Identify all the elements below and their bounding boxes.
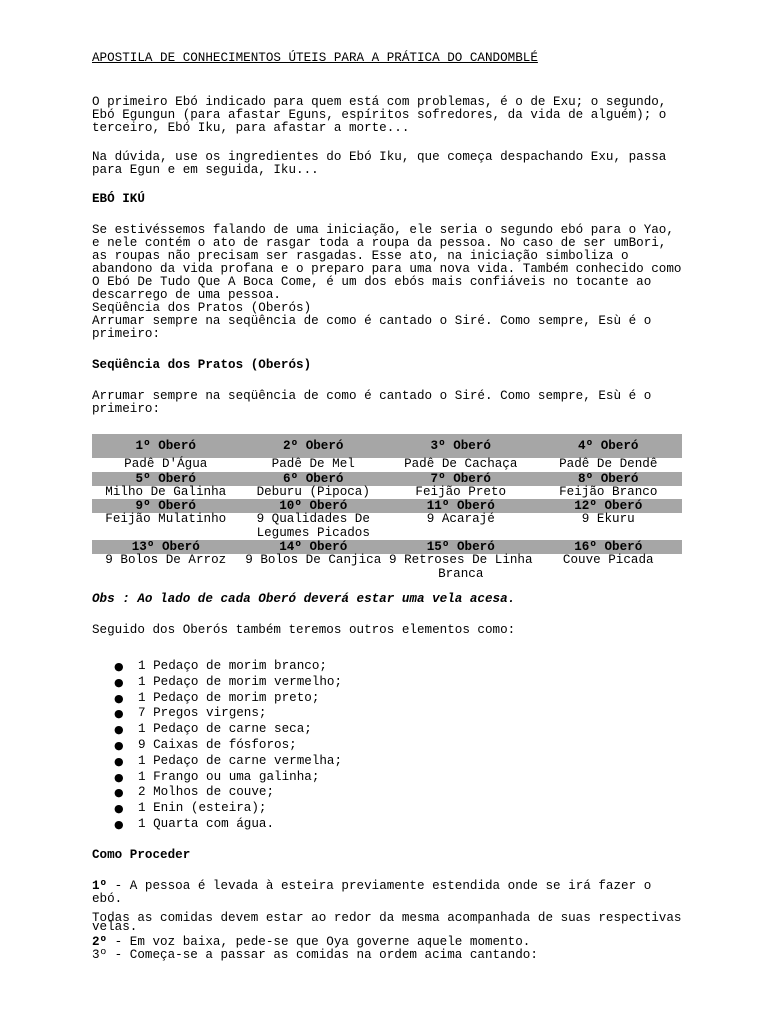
obero-header-cell: 6º Oberó xyxy=(240,472,388,486)
section-heading-como-proceder: Como Proceder xyxy=(92,847,191,862)
element-list-item xyxy=(92,754,688,770)
bullet-icon: ● xyxy=(114,738,124,752)
element-item-text: 1 Pedaço de morim branco; xyxy=(138,659,327,673)
section-heading-sequencia: Seqüência dos Pratos (Oberós) xyxy=(92,358,312,372)
intro-paragraph-2: Na dúvida, use os ingredientes do Ebó Iku, que começa despachando Exu, passa para Egun e em seguida, Iku... xyxy=(92,150,667,177)
step-1-continuation: Todas as comidas devem estar ao redor da mesma acompanhada de suas respectivas velas. xyxy=(92,910,682,934)
obero-header-cell: 8º Oberó xyxy=(535,472,683,486)
step-2-text: - Em voz baixa, pede-se que Oya governe aquele momento. xyxy=(107,934,531,949)
obero-header-cell: 16º Oberó xyxy=(535,540,683,554)
bullet-icon: ● xyxy=(114,786,124,800)
element-list-item xyxy=(92,817,688,833)
obero-dish-cell: Feijão Branco xyxy=(559,484,658,499)
step-1-number: 1º xyxy=(92,878,108,893)
obero-dish-cell: 9 Bolos De Canjica xyxy=(245,553,382,567)
step-2 xyxy=(92,936,688,949)
obero-header-cell: 11º Oberó xyxy=(387,499,535,513)
obero-dish-cell: Feijão Preto xyxy=(415,484,507,499)
element-list-item xyxy=(92,738,688,754)
oberos-header-row xyxy=(92,472,682,486)
obero-dish-cell: 9 Qualidades De Legumes Picados xyxy=(256,512,370,540)
step-1-text: - A pessoa é levada à esteira previamente estendida onde se irá fazer o ebó. xyxy=(92,878,652,906)
bullet-icon: ● xyxy=(114,802,124,816)
obero-header-cell: 4º Oberó xyxy=(535,434,683,458)
oberos-header-row xyxy=(92,540,682,554)
bullet-icon: ● xyxy=(114,770,124,784)
elements-list xyxy=(92,659,688,833)
obero-dish-cell: Padê D'Água xyxy=(124,457,208,471)
obero-dish-cell: Padê De Cachaça xyxy=(404,457,518,471)
obero-header-cell: 15º Oberó xyxy=(387,540,535,554)
oberos-table-body xyxy=(92,434,682,581)
obero-header-cell: 3º Oberó xyxy=(387,434,535,458)
element-list-item xyxy=(92,691,688,707)
obero-header-cell: 14º Oberó xyxy=(240,540,388,554)
bullet-icon: ● xyxy=(114,691,124,705)
obero-dish-cell: Milho De Galinha xyxy=(105,484,227,499)
oberos-value-row xyxy=(92,554,682,581)
obero-header-cell: 10º Oberó xyxy=(240,499,388,513)
oberos-header-row xyxy=(92,499,682,513)
element-list-item xyxy=(92,659,688,675)
bullet-icon: ● xyxy=(114,660,124,673)
section-heading-ebo-iku: EBÓ IKÚ xyxy=(92,192,145,206)
bullet-icon: ● xyxy=(114,675,124,689)
obero-header-cell: 9º Oberó xyxy=(92,499,240,513)
element-list-item xyxy=(92,770,688,786)
element-item-text: 1 Frango ou uma galinha; xyxy=(138,769,320,784)
document-page xyxy=(92,52,688,962)
obero-dish-cell: Padê De Mel xyxy=(271,457,355,471)
document-title: APOSTILA DE CONHECIMENTOS ÚTEIS PARA A PRÁTICA DO CANDOMBLÉ xyxy=(92,51,538,65)
obero-dish-cell: Deburu (Pipoca) xyxy=(256,484,370,499)
ebo-iku-order-text: Arrumar sempre na seqüência de como é cantado o Siré. Como sempre, Esù é o primeiro: xyxy=(92,314,652,341)
element-item-text: 1 Enin (esteira); xyxy=(138,801,267,816)
element-item-text: 7 Pregos virgens; xyxy=(138,706,267,721)
obero-dish-cell: 9 Retroses De Linha Branca xyxy=(388,553,533,581)
element-list-item xyxy=(92,785,688,801)
obero-header-cell: 7º Oberó xyxy=(387,472,535,486)
sequencia-paragraph: Arrumar sempre na seqüência de como é cantado o Siré. Como sempre, Esù é o primeiro: xyxy=(92,389,652,416)
oberos-value-row xyxy=(92,458,682,472)
obero-dish-cell: Couve Picada xyxy=(562,553,654,567)
oberos-value-row xyxy=(92,513,682,540)
step-1 xyxy=(92,880,688,906)
bullet-icon: ● xyxy=(114,817,124,831)
element-item-text: 1 Pedaço de carne seca; xyxy=(138,722,312,737)
element-item-text: 1 Pedaço de morim vermelho; xyxy=(138,674,343,689)
obero-header-cell: 12º Oberó xyxy=(535,499,683,513)
ebo-iku-paragraph: Se estivéssemos falando de uma iniciação, ele seria o segundo ebó para o Yao, e nele contém o ato de rasgar toda a roupa da pessoa. No caso de ser umBori, as roupas não precisam ser rasgadas. Esse ato, na iniciação simboliza o abandono da vida profana e o preparo para uma nova vida. Também conhecido como O Ebó De Tudo Que A Boca Come, é um dos ebós mais confiáveis no tocante ao descarrego de uma pessoa. xyxy=(92,223,682,302)
oberos-header-row xyxy=(92,434,682,458)
element-item-text: 1 Pedaço de carne vermelha; xyxy=(138,753,343,768)
obero-dish-cell: Padê De Dendê xyxy=(559,457,658,471)
intro-paragraph-1: O primeiro Ebó indicado para quem está com problemas, é o de Exu; o segundo, Ebó Egungun (para afastar Eguns, espíritos sofredores, da vida de alguém); o terceiro, Ebó Iku, para afastar a morte... xyxy=(92,95,667,135)
bullet-icon: ● xyxy=(114,754,124,768)
obero-dish-cell: 9 Acarajé xyxy=(426,512,495,526)
step-3: 3º - Começa-se a passar as comidas na ordem acima cantando: xyxy=(92,947,538,962)
element-item-text: 9 Caixas de fósforos; xyxy=(138,737,297,752)
step-2-number: 2º xyxy=(92,934,108,949)
oberos-table xyxy=(92,434,682,581)
element-list-item xyxy=(92,801,688,817)
obero-dish-cell: 9 Bolos De Arroz xyxy=(105,553,227,567)
element-list-item xyxy=(92,722,688,738)
element-item-text: 1 Quarta com água. xyxy=(138,816,275,831)
obero-header-cell: 5º Oberó xyxy=(92,472,240,486)
obs-note: Obs : Ao lado de cada Oberó deverá estar uma vela acesa. xyxy=(92,592,516,606)
element-item-text: 1 Pedaço de morim preto; xyxy=(138,690,320,705)
obero-header-cell: 1º Oberó xyxy=(92,434,240,458)
element-list-item xyxy=(92,675,688,691)
element-item-text: 2 Molhos de couve; xyxy=(138,785,275,800)
element-list-item xyxy=(92,706,688,722)
obero-header-cell: 13º Oberó xyxy=(92,540,240,554)
ebo-iku-subtitle: Seqüência dos Pratos (Oberós) xyxy=(92,301,312,315)
oberos-value-row xyxy=(92,486,682,500)
elements-intro: Seguido dos Oberós também teremos outros elementos como: xyxy=(92,623,516,637)
bullet-icon: ● xyxy=(114,723,124,737)
obero-dish-cell: Feijão Mulatinho xyxy=(105,512,227,526)
obero-header-cell: 2º Oberó xyxy=(240,434,388,458)
bullet-icon: ● xyxy=(114,707,124,721)
obero-dish-cell: 9 Ekuru xyxy=(581,512,635,526)
